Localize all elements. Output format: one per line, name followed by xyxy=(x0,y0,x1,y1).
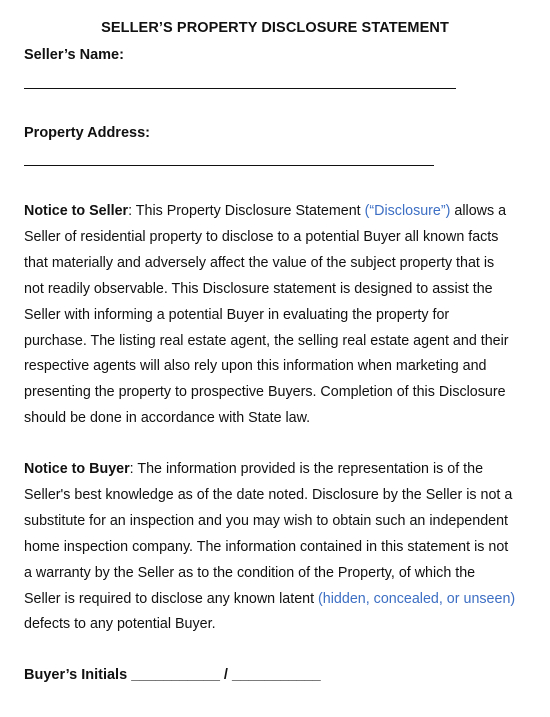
notice-seller-line-1 xyxy=(24,199,534,225)
document-title: SELLER’S PROPERTY DISCLOSURE STATEMENT xyxy=(101,20,449,36)
notice-seller-line-9: should be done in accordance with State law. xyxy=(24,410,311,427)
notice-seller-line-6: purchase. The listing real estate agent, the selling real estate agent and their xyxy=(24,332,509,349)
notice-buyer-line-6 xyxy=(24,587,534,613)
notice-to-seller-paragraph xyxy=(24,199,534,432)
notice-seller-text: allows a xyxy=(450,203,507,219)
seller-name-line[interactable] xyxy=(24,88,456,89)
notice-seller-line-4: not readily observable. This Disclosure statement is designed to assist the xyxy=(24,280,493,297)
notice-seller-text: : This Property Disclosure Statement xyxy=(128,203,365,219)
seller-name-label: Seller’s Name: xyxy=(24,47,124,63)
property-address-label: Property Address: xyxy=(24,125,150,141)
notice-buyer-line-7: defects to any potential Buyer. xyxy=(24,616,216,633)
latent-defect-term: (hidden, concealed, or unseen) xyxy=(318,590,516,607)
buyer-initials-row xyxy=(24,667,321,683)
notice-buyer-line-3: substitute for an inspection and you may wish to obtain such an independent xyxy=(24,512,509,529)
notice-seller-line-2: Seller of residential property to disclose to a potential Buyer all known facts xyxy=(24,228,499,245)
notice-seller-line-3: that materially and adversely affect the value of the subject property that is xyxy=(24,254,495,271)
notice-seller-heading: Notice to Seller xyxy=(24,203,129,219)
buyer-initials-field-2[interactable]: ___________ xyxy=(232,667,321,683)
buyer-initials-field-1[interactable]: ___________ xyxy=(131,667,220,683)
notice-to-buyer-paragraph xyxy=(24,457,534,638)
buyer-initials-label: Buyer’s Initials xyxy=(24,667,128,683)
disclosure-term: (“Disclosure”) xyxy=(364,203,451,219)
notice-buyer-text: Seller is required to disclose any known latent xyxy=(24,590,319,607)
notice-buyer-line-4: home inspection company. The information contained in this statement is not xyxy=(24,538,509,555)
property-address-line[interactable] xyxy=(24,165,434,166)
notice-seller-line-7: respective agents will also rely upon this information when marketing and xyxy=(24,358,487,375)
notice-buyer-line-2: Seller's best knowledge as of the date noted. Disclosure by the Seller is not a xyxy=(24,486,513,503)
notice-buyer-line-5: a warranty by the Seller as to the condition of the Property, of which the xyxy=(24,564,476,581)
initials-separator: / xyxy=(219,667,232,683)
notice-seller-line-5: Seller with informing a potential Buyer in evaluating the property for xyxy=(24,306,450,323)
notice-seller-line-8: presenting the property to prospective Buyers. Completion of this Disclosure xyxy=(24,384,506,401)
notice-buyer-text: : The information provided is the representation is of the xyxy=(129,461,484,477)
notice-buyer-heading: Notice to Buyer xyxy=(24,461,130,477)
notice-buyer-line-1 xyxy=(24,457,534,483)
